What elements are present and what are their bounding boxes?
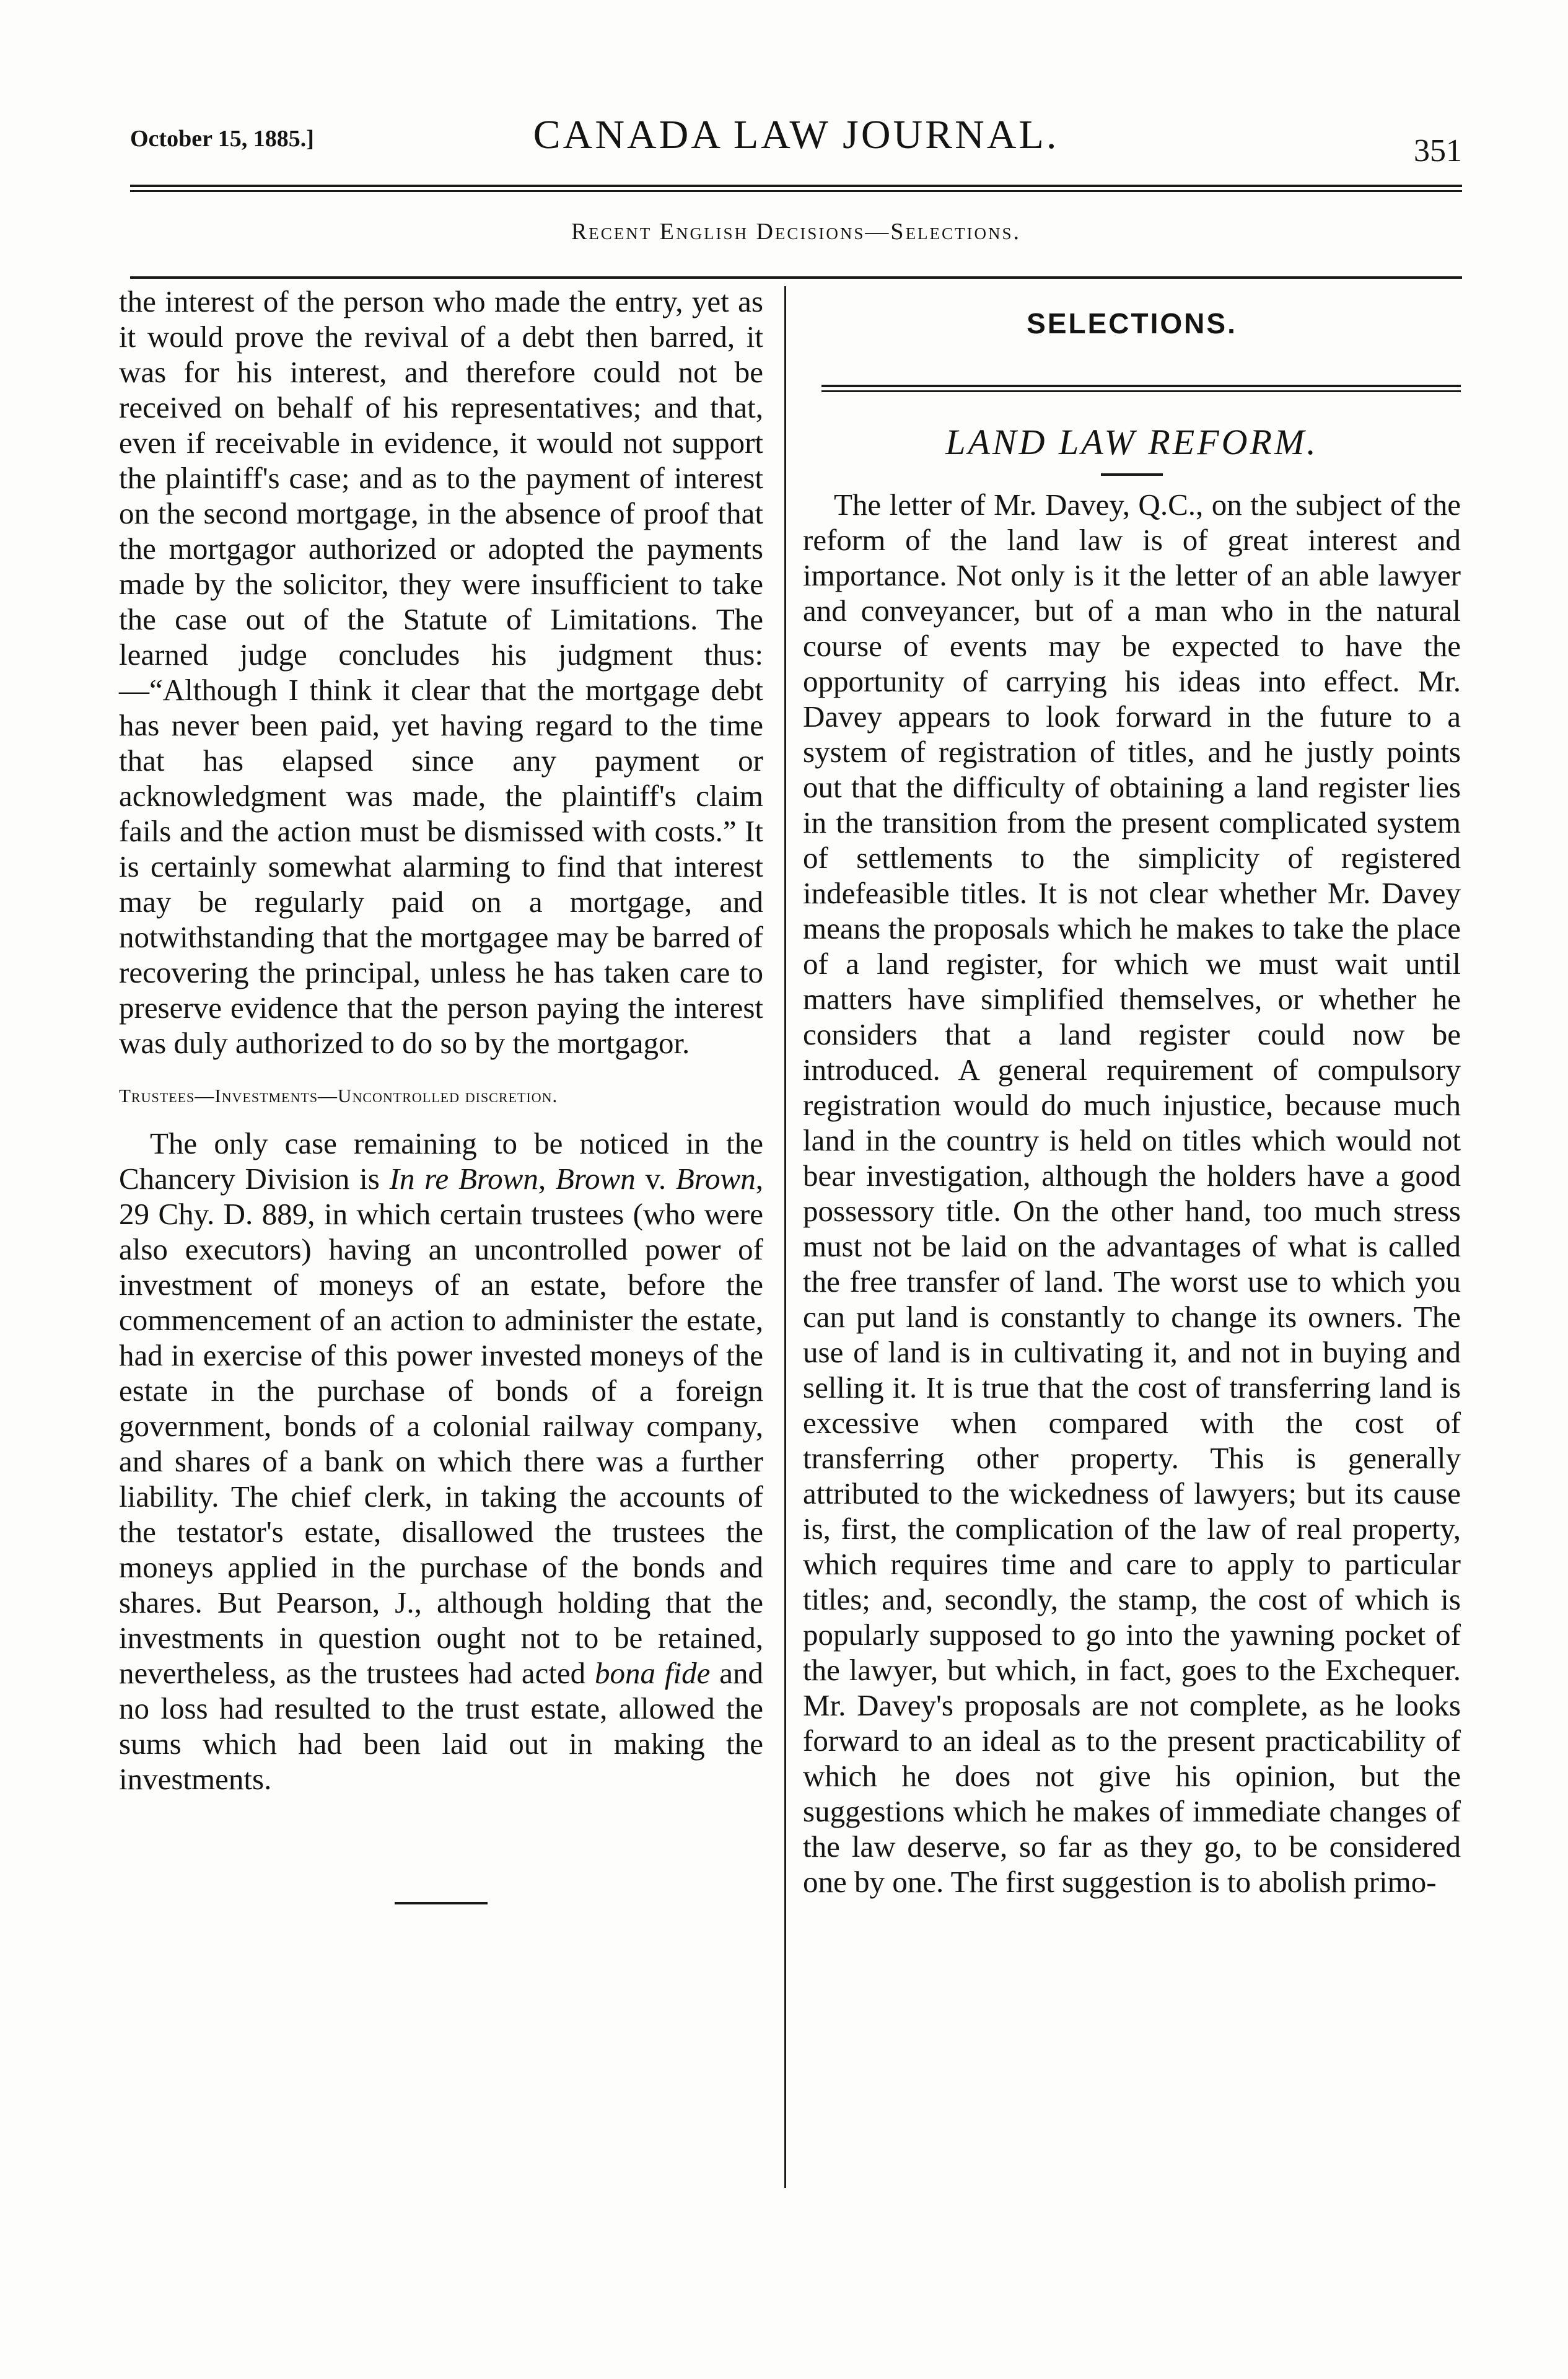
article-title-rule — [1101, 473, 1163, 476]
left-column — [119, 284, 763, 1904]
para-text: The only case remaining to be noticed in the Chancery Division is — [119, 1126, 763, 1196]
para-text: , 29 Chy. D. 889, in which certain trustees (who were also executors) having an uncontrolled power of investment of moneys of an estate, before the commencement of an action to administer the estate, had in exercise of this power invested moneys of the estate in the purchase of bonds of a foreign government, bonds of a colonial railway company, and shares of a bank on which there was a further liability. The chief clerk, in taking the accounts of the testator's estate, disallowed the trustees the moneys applied in the purchase of the bonds and shares. But Pearson, J., although holding that the investments in question ought not to be retained, nevertheless, as the trustees had acted — [119, 1162, 763, 1690]
page-header — [130, 112, 1462, 180]
column-divider — [784, 286, 786, 2188]
journal-title: CANADA LAW JOURNAL. — [533, 112, 1059, 157]
para-text: and no loss had resulted to the trust estate, allowed the sums which had been laid out in making the investments. — [119, 1656, 763, 1796]
continuation-paragraph: the interest of the person who made the entry, yet as it would prove the revival of a debt then barred, it was for his interest, and therefore could not be received on behalf of his representatives; and that, even if receivable in evidence, it would not support the plaintiff's case; and as to the payment of interest on the second mortgage, in the absence of proof that the mortgagor authorized or adopted the payments made by the solicitor, they were insufficient to take the case out of the Statute of Limitations. The learned judge concludes his judgment thus:—“Although I think it clear that the mortgage debt has never been paid, yet having regard to the time that has elapsed since any payment or acknowledgment was made, the plaintiff's claim fails and the action must be dismissed with costs.” It is certainly somewhat alarming to find that interest may be regularly paid on a mortgage, and notwithstanding that the mortgagee may be barred of recovering the principal, unless he has taken care to preserve evidence that the person paying the interest was duly authorized to do so by the mortgagor. — [119, 284, 763, 1060]
versus: v. — [635, 1162, 676, 1196]
page-number: 351 — [1414, 133, 1462, 169]
section-subheading: Trustees—Investments—Uncontrolled discretion. — [119, 1085, 558, 1106]
brown-case-paragraph — [119, 1126, 763, 1797]
closing-rule — [395, 1902, 488, 1904]
section-double-rule — [821, 385, 1461, 392]
issue-date: October 15, 1885.] — [130, 126, 314, 152]
latin-phrase: bona fide — [595, 1656, 711, 1690]
header-double-rule — [130, 185, 1462, 192]
article-title: LAND LAW REFORM. — [945, 422, 1318, 462]
running-head: Recent English Decisions—Selections. — [571, 219, 1022, 245]
running-head-rule — [130, 276, 1462, 279]
section-title: SELECTIONS. — [1027, 307, 1237, 340]
case-name: In re Brown, Brown — [389, 1162, 636, 1196]
right-column — [803, 284, 1461, 1899]
article-body: The letter of Mr. Davey, Q.C., on the subject of the reform of the land law is of great interest and importance. Not only is it the letter of an able lawyer and conveyancer, but of a man who in the natural course of events may be expected to have the opportunity of carrying his ideas into effect. Mr. Davey appears to look forward in the future to a system of registration of titles, and he justly points out that the difficulty of obtaining a land register lies in the transition from the present complicated system of settlements to the simplicity of registered indefeasible titles. It is not clear whether Mr. Davey means the proposals which he makes to take the place of a land register, for which we must wait until matters have simplified themselves, or whether he considers that a land register could now be introduced. A general requirement of compulsory registration would do much injustice, because much land in the country is held on titles which would not bear investigation, although the holders have a good possessory title. On the other hand, too much stress must not be laid on the advantages of what is called the free transfer of land. The worst use to which you can put land is constantly to change its owners. The use of land is in cultivating it, and not in buying and selling it. It is true that the cost of transferring land is excessive when compared with the cost of transferring other property. This is generally attributed to the wickedness of lawyers; but its cause is, first, the complication of the law of real property, which requires time and care to apply to particular titles; and, secondly, the stamp, the cost of which is popularly supposed to go into the yawning pocket of the lawyer, but which, in fact, goes to the Exchequer. Mr. Davey's proposals are not complete, as he looks forward to an ideal as to the present practicability of which he does not give his opinion, but the suggestions which he makes of immediate changes of the law deserve, so far as they go, to be considered one by one. The first suggestion is to abolish primo- — [803, 488, 1461, 1899]
party-name: Brown — [675, 1162, 756, 1196]
